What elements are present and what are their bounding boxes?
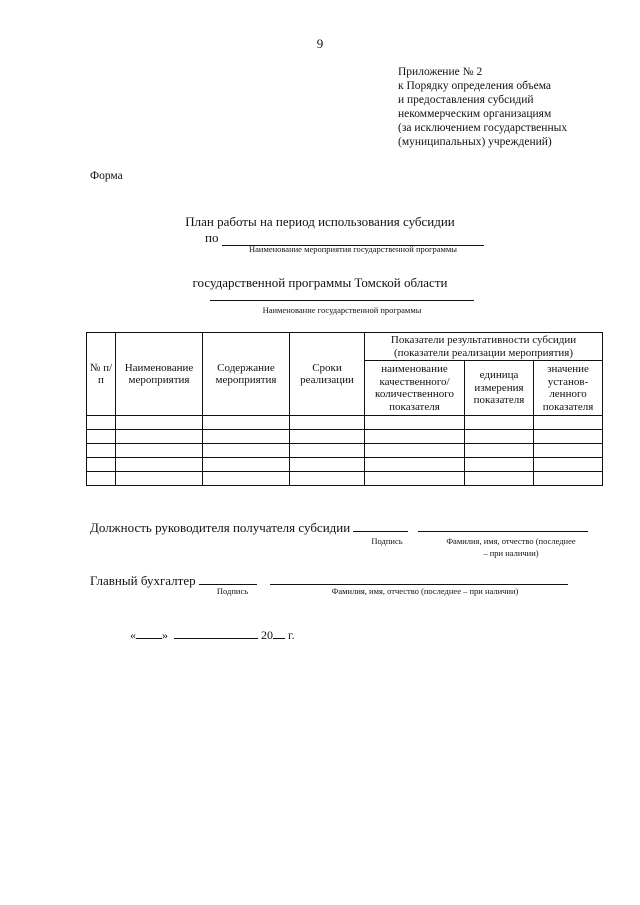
po-label: по — [205, 230, 219, 245]
date-year-blank[interactable] — [273, 627, 285, 639]
table-cell[interactable] — [87, 430, 116, 444]
table-cell[interactable] — [290, 430, 365, 444]
accountant-fio-blank[interactable] — [270, 573, 568, 585]
header-value: значение установ-ленного показателя — [534, 361, 603, 416]
appendix-line: (муниципальных) учреждений) — [398, 136, 552, 148]
table-cell[interactable] — [365, 430, 465, 444]
table-cell[interactable] — [203, 444, 290, 458]
table-cell[interactable] — [290, 444, 365, 458]
table-cell[interactable] — [534, 430, 603, 444]
header-content: Содержание мероприятия — [203, 333, 290, 416]
table-cell[interactable] — [465, 416, 534, 430]
table-cell[interactable] — [465, 458, 534, 472]
table-cell[interactable] — [290, 458, 365, 472]
plan-title: План работы на период использования субсидии — [185, 214, 455, 229]
table-cell[interactable] — [365, 416, 465, 430]
table-cell[interactable] — [116, 472, 203, 486]
appendix-line: и предоставления субсидий — [398, 94, 534, 106]
table-cell[interactable] — [290, 416, 365, 430]
table-cell[interactable] — [203, 458, 290, 472]
header-unit: единица измерения показателя — [465, 361, 534, 416]
table-row — [87, 430, 603, 444]
table-cell[interactable] — [534, 472, 603, 486]
table-cell[interactable] — [290, 472, 365, 486]
table-cell[interactable] — [534, 416, 603, 430]
appendix-line: к Порядку определения объема — [398, 80, 552, 92]
plan-table — [86, 332, 603, 486]
head-signature-blank[interactable] — [353, 520, 408, 532]
table-cell[interactable] — [116, 458, 203, 472]
header-event-name: Наименование мероприятия — [116, 333, 203, 416]
date-year-suffix: г. — [288, 628, 295, 642]
header-terms: Сроки реализации — [290, 333, 365, 416]
head-fio-caption: Фамилия, имя, отчество (последнее – при наличии) — [446, 536, 576, 558]
head-fio-blank[interactable] — [418, 520, 588, 532]
appendix-block — [398, 65, 567, 149]
table-cell[interactable] — [465, 444, 534, 458]
program-name-caption: Наименование государственной программы — [262, 305, 422, 315]
accountant-signature-blank[interactable] — [199, 573, 257, 585]
header-number: № п/п — [87, 333, 116, 416]
table-cell[interactable] — [534, 444, 603, 458]
date-close-quote: » — [162, 628, 168, 642]
program-title: государственной программы Томской области — [192, 275, 448, 290]
table-row — [87, 416, 603, 430]
table-row — [87, 444, 603, 458]
date-month-blank[interactable] — [174, 627, 258, 639]
table-cell[interactable] — [87, 472, 116, 486]
table-cell[interactable] — [465, 430, 534, 444]
date-year-prefix: 20 — [261, 628, 273, 642]
head-signature-line — [90, 520, 588, 536]
table-cell[interactable] — [87, 416, 116, 430]
table-cell[interactable] — [116, 444, 203, 458]
table-cell[interactable] — [87, 458, 116, 472]
page-number: 9 — [316, 36, 324, 51]
table-cell[interactable] — [203, 430, 290, 444]
accountant-fio-caption: Фамилия, имя, отчество (последнее – при наличии) — [331, 586, 519, 596]
date-line — [130, 627, 295, 643]
table-cell[interactable] — [365, 472, 465, 486]
table-cell[interactable] — [203, 416, 290, 430]
date-open-quote: « — [130, 628, 136, 642]
appendix-line: некоммерческим организациям — [398, 108, 552, 120]
table-cell[interactable] — [116, 416, 203, 430]
header-indicator-name: наименование качественного/ количественного показателя — [365, 361, 465, 416]
head-sign-caption: Подпись — [371, 536, 403, 546]
table-cell[interactable] — [534, 458, 603, 472]
accountant-label: Главный бухгалтер — [90, 573, 196, 588]
table-cell[interactable] — [365, 458, 465, 472]
date-day-blank[interactable] — [136, 627, 162, 639]
appendix-line: (за исключением государственных — [398, 122, 568, 134]
accountant-sign-caption: Подпись — [216, 586, 249, 596]
program-name-blank[interactable] — [210, 300, 474, 301]
table-cell[interactable] — [87, 444, 116, 458]
table-cell[interactable] — [203, 472, 290, 486]
form-label: Форма — [90, 170, 123, 182]
table-cell[interactable] — [465, 472, 534, 486]
header-indicators-group: Показатели результативности субсидии (показатели реализации мероприятия) — [365, 333, 603, 361]
table-row — [87, 472, 603, 486]
event-name-caption: Наименование мероприятия государственной программы — [248, 244, 458, 254]
appendix-line: Приложение № 2 — [398, 66, 483, 78]
table-row — [87, 458, 603, 472]
table-cell[interactable] — [116, 430, 203, 444]
head-position-label: Должность руководителя получателя субсидии — [90, 520, 351, 535]
table-cell[interactable] — [365, 444, 465, 458]
